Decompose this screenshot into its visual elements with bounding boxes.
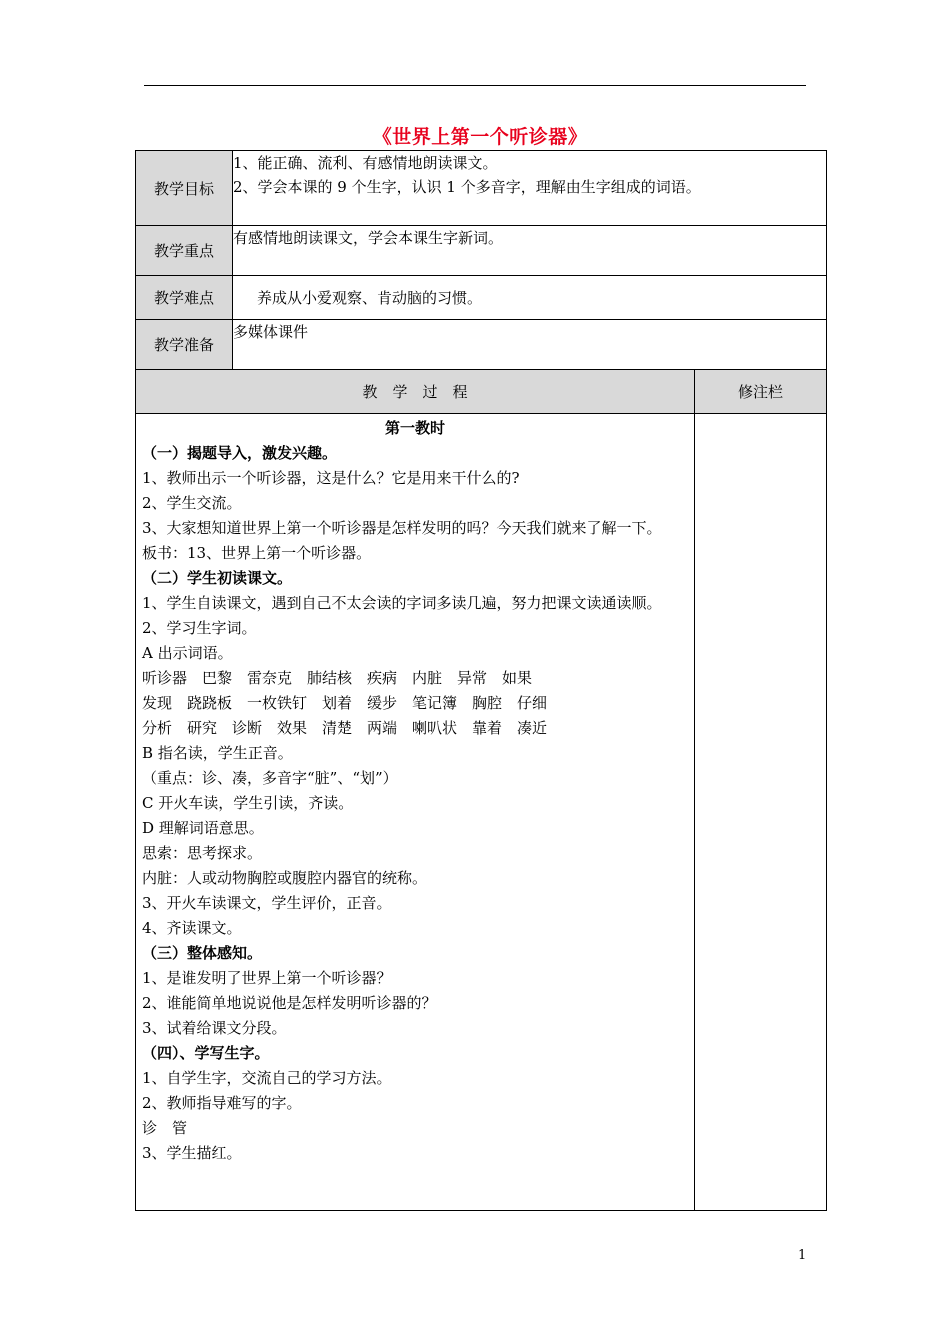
process-line: 诊 管: [142, 1119, 188, 1137]
process-lines: [136, 414, 694, 1166]
process-line: 2、教师指导难写的字。: [142, 1094, 302, 1112]
process-line: 2、谁能简单地说说他是怎样发明听诊器的？: [142, 994, 437, 1012]
section-heading: （一）揭题导入，激发兴趣。: [142, 444, 338, 462]
process-line: D 理解词语意思。: [142, 819, 264, 837]
label-goal: 教学目标: [136, 151, 233, 226]
process-line: 分析 研究 诊断 效果 清楚 两端 喇叭状 靠着 凑近: [142, 719, 548, 737]
row-focus: [136, 226, 827, 276]
label-difficulty: 教学难点: [136, 276, 233, 320]
row-goal: [136, 151, 827, 226]
label-prep: 教学准备: [136, 320, 233, 370]
lesson-plan-table: [135, 150, 827, 1211]
content-goal: [233, 151, 827, 226]
process-line: C 开火车读，学生引读，齐读。: [142, 794, 354, 812]
process-line: 1、自学生字，交流自己的学习方法。: [142, 1069, 392, 1087]
document-title: 《世界上第一个听诊器》: [372, 126, 588, 148]
section-heading: （三）整体感知。: [142, 944, 263, 962]
section-heading: （四）、学写生字。: [142, 1044, 270, 1062]
process-line: 1、学生自读课文，遇到自己不太会读的字词多读几遍，努力把课文读通读顺。: [142, 594, 662, 612]
process-line: 3、开火车读课文，学生评价，正音。: [142, 894, 392, 912]
content-difficulty: 养成从小爱观察、肯动脑的习惯。: [233, 276, 827, 320]
goal-line-1: 1、能正确、流利、有感情地朗读课文。: [233, 154, 498, 172]
process-content: [136, 414, 695, 1211]
notes-column: [695, 414, 827, 1211]
row-prep: [136, 320, 827, 370]
lesson-heading: 第一教时: [384, 419, 445, 437]
label-focus: 教学重点: [136, 226, 233, 276]
process-line: 3、学生描红。: [142, 1144, 242, 1162]
section-heading: （二）学生初读课文。: [142, 569, 293, 587]
process-line: 发现 跷跷板 一枚铁钉 划着 缓步 笔记簿 胸腔 仔细: [142, 694, 548, 712]
process-line: 3、大家想知道世界上第一个听诊器是怎样发明的吗？今天我们就来了解一下。: [142, 519, 662, 537]
process-line: 思索：思考探求。: [142, 844, 263, 862]
process-line: 听诊器 巴黎 雷奈克 肺结核 疾病 内脏 异常 如果: [142, 669, 533, 687]
process-line: 2、学生交流。: [142, 494, 242, 512]
process-line: （重点：诊、凑，多音字“脏”、“划”）: [142, 769, 398, 787]
process-line: 板书：13、世界上第一个听诊器。: [142, 544, 372, 562]
process-line: 内脏：人或动物胸腔或腹腔内器官的统称。: [142, 869, 428, 887]
row-difficulty: [136, 276, 827, 320]
row-process-header: [136, 370, 827, 414]
process-line: B 指名读，学生正音。: [142, 744, 293, 762]
notes-header: 修注栏: [695, 370, 827, 414]
content-prep: 多媒体课件: [233, 320, 827, 370]
row-process-body: [136, 414, 827, 1211]
process-line: 1、是谁发明了世界上第一个听诊器？: [142, 969, 392, 987]
header-rule: [144, 85, 806, 86]
process-header: 教 学 过 程: [136, 370, 695, 414]
process-line: 2、学习生字词。: [142, 619, 257, 637]
process-line: 3、试着给课文分段。: [142, 1019, 287, 1037]
goal-line-2: 2、学会本课的 9 个生字，认识 1 个多音字，理解由生字组成的词语。: [233, 178, 701, 196]
process-line: 1、教师出示一个听诊器，这是什么？它是用来干什么的?: [142, 469, 520, 487]
process-line: 4、齐读课文。: [142, 919, 242, 937]
process-line: A 出示词语。: [142, 644, 233, 662]
content-focus: 有感情地朗读课文，学会本课生字新词。: [233, 226, 827, 276]
page-number: 1: [798, 1248, 807, 1263]
